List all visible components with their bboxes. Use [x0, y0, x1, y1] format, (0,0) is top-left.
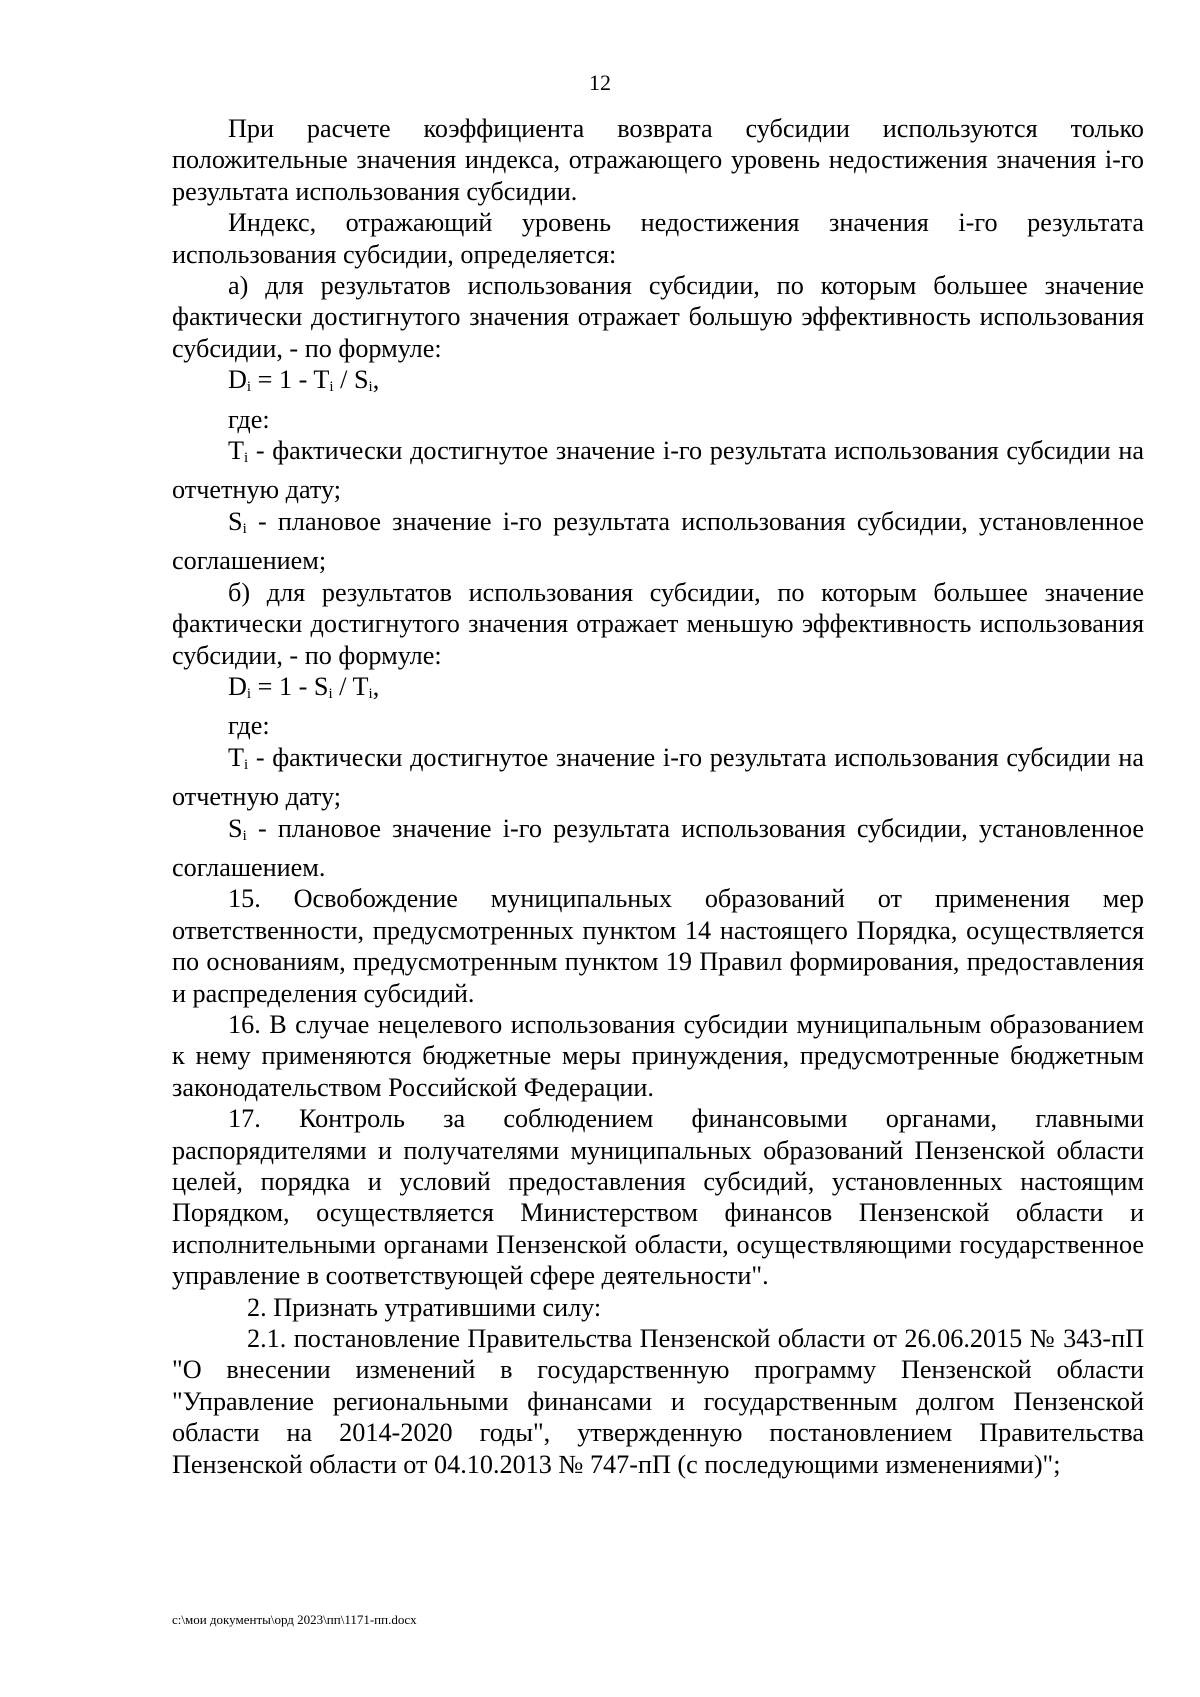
paragraph-17: 17. Контроль за соблюдением финансовыми органами, главными распорядителями и получателями муниципальных образований Пензенской области целей, порядка и условий предоставления субсидий, установленных настоящим Порядком, осуществляется Министерством финансов Пензенской области и исполнительными органами Пензенской области, осуществляющими государственное управление в соответствующей сфере деятельности". — [172, 1104, 1144, 1291]
document-body — [172, 113, 1144, 1480]
paragraph-coefficient-note: При расчете коэффициента возврата субсидии используются только положительные значения индекса, отражающего уровень недостижения значения i-го результата использования субсидии. — [172, 114, 1144, 206]
paragraph-15: 15. Освобождение муниципальных образований от применения мер ответственности, предусмотренных пунктом 14 настоящего Порядка, осуществляется по основаниям, предусмотренным пунктом 19 Правил формирования, предоставления и распределения субсидий. — [172, 884, 1144, 1008]
where-label-a: где: — [228, 404, 270, 434]
formula-a: $D_i = 1 - T_i / S_i$, — [228, 365, 380, 396]
footer-file-path: c:\мои документы\орд 2023\пп\1171-пп.docx — [172, 1612, 417, 1627]
paragraph-case-b: б) для результатов использования субсидии, по которым большее значение фактически достигнутого значения отражает меньшую эффективность использования субсидии, - по формуле: — [172, 577, 1144, 670]
item-2-repeal: 2. Признать утратившими силу: — [247, 1292, 602, 1322]
paragraph-case-a: а) для результатов использования субсидии, по которым большее значение фактически достигнутого значения отражает большую эффективность использования субсидии, - по формуле: — [172, 271, 1144, 363]
where-label-b: где: — [228, 711, 270, 741]
definition-s-b: $S_i$ - плановое значение i-го результата использования субсидии, установленное соглашением. — [172, 813, 1144, 882]
formula-b: $D_i = 1 - S_i / T_i$, — [228, 671, 380, 702]
page-number: 12 — [589, 70, 611, 95]
definition-t-b: $T_i$ - фактически достигнутое значение i-го результата использования субсидии на отчетную дату; — [172, 742, 1144, 812]
paragraph-16: 16. В случае нецелевого использования субсидии муниципальным образованием к нему применяются бюджетные меры принуждения, предусмотренные бюджетным законодательством Российской Федерации. — [172, 1009, 1144, 1102]
definition-s-a: $S_i$ - плановое значение i-го результата использования субсидии, установленное соглашением; — [172, 506, 1144, 576]
item-2-1: 2.1. постановление Правительства Пензенской области от 26.06.2015 № 343-пП "О внесении изменений в государственную программу Пензенской области "Управление региональными финансами и государственным долгом Пензенской области на 2014-2020 годы", утвержденную постановлением Правительства Пензенской области от 04.10.2013 № 747-пП (с последующими изменениями)"; — [172, 1324, 1144, 1479]
paragraph-index-definition: Индекс, отражающий уровень недостижения значения i-го результата использования субсидии, определяется: — [172, 208, 1144, 269]
definition-t-a: $T_i$ - фактически достигнутое значение i-го результата использования субсидии на отчетную дату; — [172, 436, 1144, 505]
